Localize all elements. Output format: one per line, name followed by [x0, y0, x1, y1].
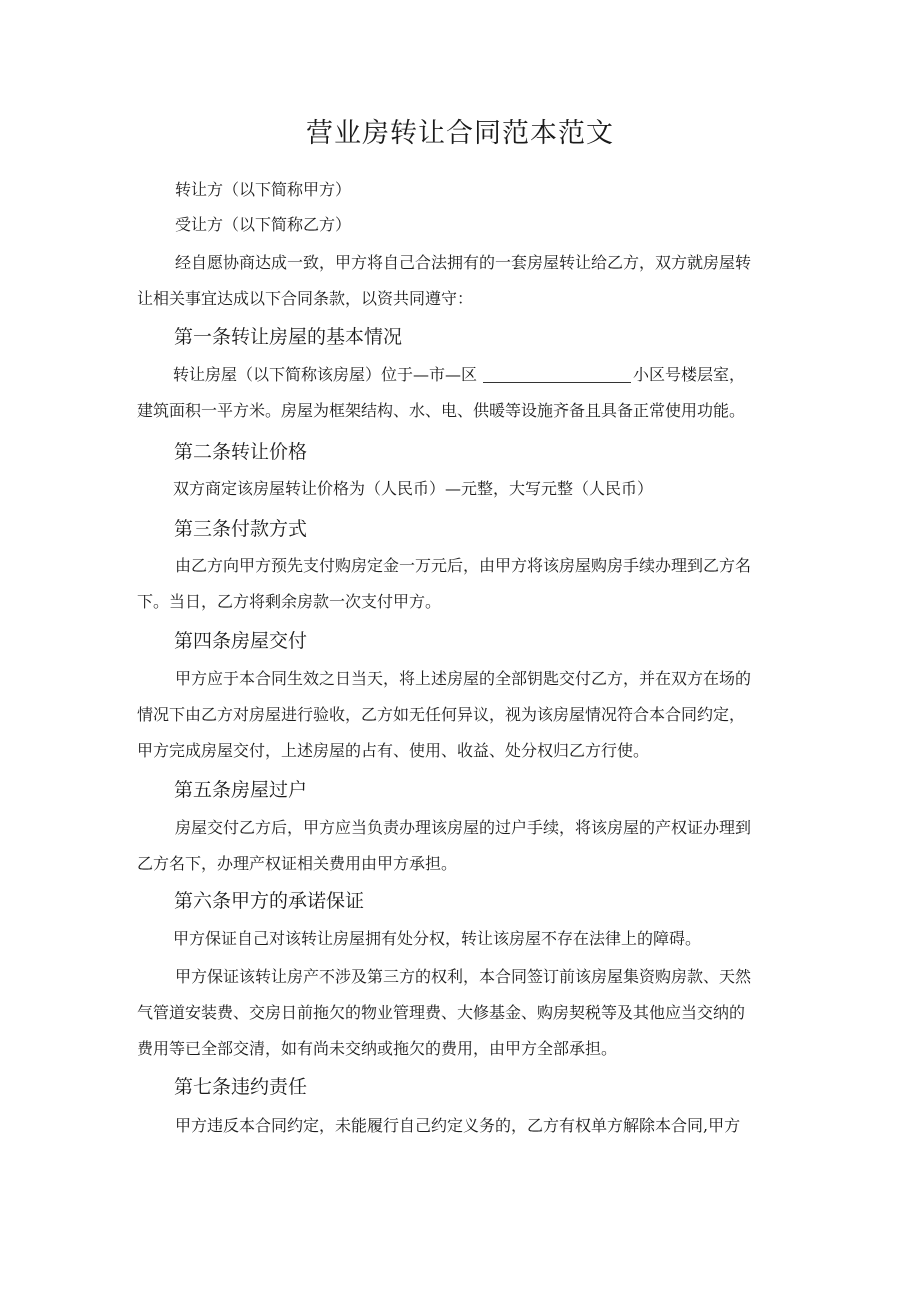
section-6-p1-line-1: 甲方保证自己对该转让房屋拥有处分权，转让该房屋不存在法律上的障碍。 — [173, 929, 702, 948]
section-7-heading: 第七条违约责任 — [174, 1076, 308, 1098]
section-6-p2-line-2: 气管道安装费、交房日前拖欠的物业管理费、大修基金、购房契税等及其他应当交纳的 — [137, 1003, 746, 1022]
section-4-line-2: 情况下由乙方对房屋进行验收，乙方如无任何异议，视为该房屋情况符合本合同约定， — [137, 705, 746, 724]
section-6-p2-line-3: 费用等已全部交清，如有尚未交纳或拖欠的费用，由甲方全部承担。 — [137, 1039, 618, 1058]
section-1-line-1 — [137, 357, 787, 393]
intro-line-1: 经自愿协商达成一致，甲方将自己合法拥有的一套房屋转让给乙方，双方就房屋转 — [175, 253, 752, 272]
section-5-heading: 第五条房屋过户 — [174, 779, 308, 801]
section-6-heading: 第六条甲方的承诺保证 — [174, 890, 365, 912]
section-2-line-1: 双方商定该房屋转让价格为（人民币）—元整，大写元整（人民币） — [173, 479, 654, 498]
section-3-line-2: 下。当日，乙方将剩余房款一次支付甲方。 — [137, 592, 442, 611]
intro-line-2: 让相关事宜达成以下合同条款，以资共同遵守： — [137, 289, 474, 308]
transferee-line: 受让方（以下简称乙方） — [175, 215, 352, 234]
address-blank — [483, 366, 631, 383]
intro-paragraph — [137, 245, 787, 317]
section-7-paragraph — [137, 1108, 787, 1144]
section-5-line-2: 乙方名下，办理产权证相关费用由甲方承担。 — [137, 854, 458, 873]
section-7-line-1: 甲方违反本合同约定，未能履行自己约定义务的，乙方有权单方解除本合同,甲方 — [175, 1116, 741, 1135]
section-5-paragraph — [137, 810, 787, 882]
section-6-paragraph-1 — [137, 921, 787, 957]
section-4-paragraph — [137, 661, 787, 769]
section-6-p2-line-1: 甲方保证该转让房产不涉及第三方的权利，本合同签订前该房屋集资购房款、天然 — [175, 967, 752, 986]
document-title: 营业房转让合同范本范文 — [306, 118, 614, 149]
section-2-paragraph — [137, 471, 787, 507]
section-2-heading: 第二条转让价格 — [174, 441, 308, 463]
section-1-paragraph — [137, 357, 787, 429]
section-5-line-1: 房屋交付乙方后，甲方应当负责办理该房屋的过户手续，将该房屋的产权证办理到 — [175, 818, 752, 837]
section-3-line-1: 由乙方向甲方预先支付购房定金一万元后，由甲方将该房屋购房手续办理到乙方名 — [175, 556, 752, 575]
section-4-heading: 第四条房屋交付 — [174, 630, 308, 652]
section-6-paragraph-2 — [137, 959, 787, 1067]
section-1-heading: 第一条转让房屋的基本情况 — [174, 326, 403, 348]
section-3-paragraph — [137, 548, 787, 620]
location-text-end: 小区号楼层室， — [633, 365, 746, 384]
transferor-line: 转让方（以下简称甲方） — [175, 180, 352, 199]
location-text: 转让房屋（以下简称该房屋）位于—市—区 — [173, 365, 478, 384]
section-3-heading: 第三条付款方式 — [174, 518, 308, 540]
section-4-line-1: 甲方应于本合同生效之日当天，将上述房屋的全部钥匙交付乙方，并在双方在场的 — [175, 669, 752, 688]
section-4-line-3: 甲方完成房屋交付，上述房屋的占有、使用、收益、处分权归乙方行使。 — [137, 741, 650, 760]
section-1-line-2: 建筑面积一平方米。房屋为框架结构、水、电、供暖等设施齐备且具备正常使用功能。 — [137, 401, 746, 420]
